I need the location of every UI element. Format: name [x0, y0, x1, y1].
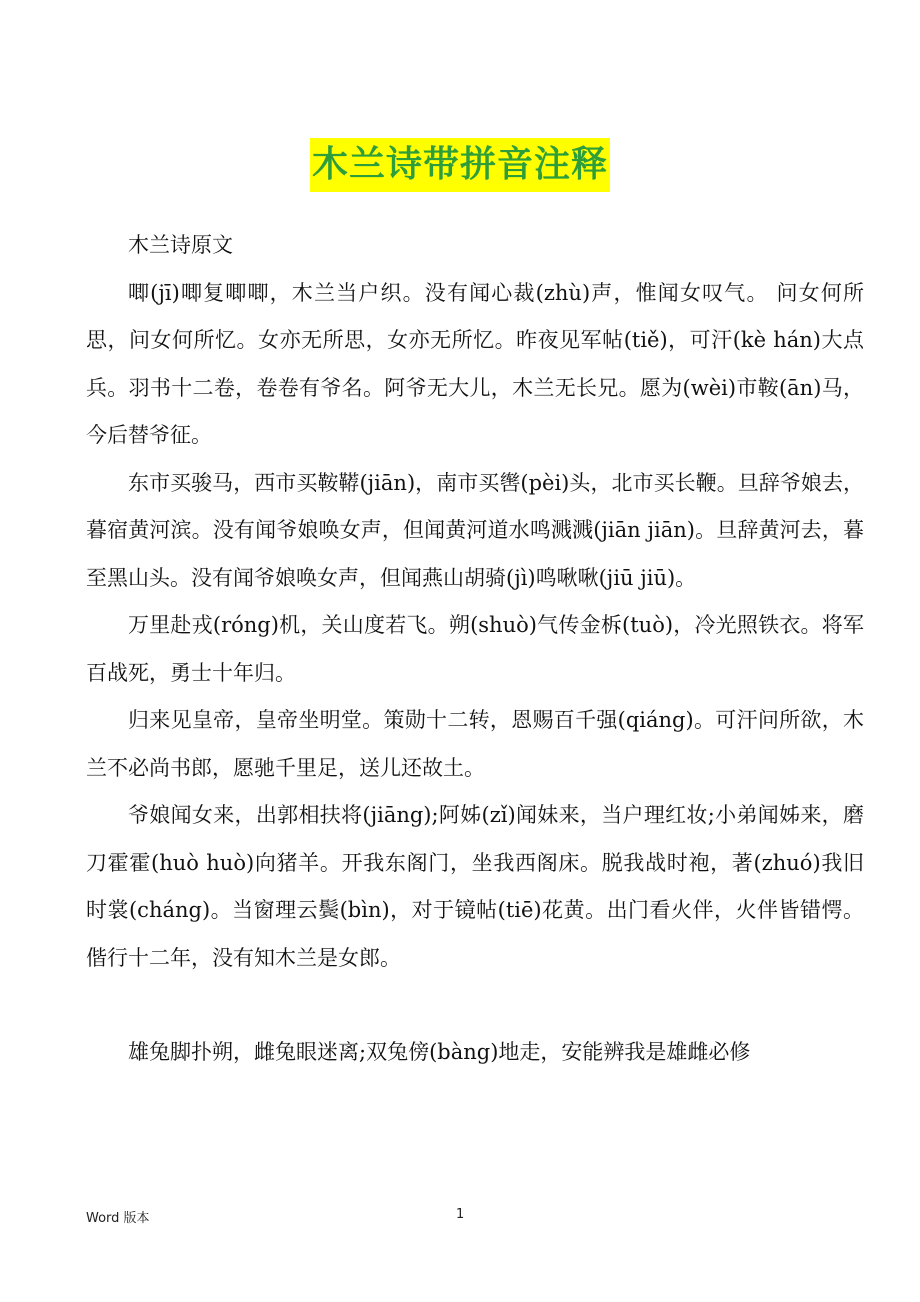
paragraph-3: 万里赴戎(róng)机，关山度若飞。朔(shuò)气传金柝(tuò)，冷光照铁衣。将军百战死，勇士十年归。 — [86, 613, 864, 685]
title-block — [0, 138, 920, 192]
paragraph-1: 唧(jī)唧复唧唧，木兰当户织。没有闻心裁(zhù)声，惟闻女叹气。 问女何所思，问女何所忆。女亦无所思，女亦无所忆。昨夜见军帖(tiě)，可汗(kè hán)大点兵。羽书十二卷，卷卷有爷名。阿爷无大儿，木兰无长兄。愿为(wèi)市鞍(ān)马，今后替爷征。 — [86, 280, 864, 447]
paragraph-5: 爷娘闻女来，出郭相扶将(jiāng);阿姊(zǐ)闻妹来，当户理红妆;小弟闻姊来，磨刀霍霍(huò huò)向猪羊。开我东阁门，坐我西阁床。脱我战时袍，著(zhuó)我旧时裳(cháng)。当窗理云鬓(bìn)，对于镜帖(tiē)花黄。出门看火伴，火伴皆错愕。偕行十二年，没有知木兰是女郎。 — [86, 803, 864, 970]
paragraph-6: 雄兔脚扑朔，雌兔眼迷离;双兔傍(bàng)地走，安能辨我是雄雌必修 — [128, 1040, 751, 1064]
footer-label: Word 版本 — [86, 1211, 150, 1226]
section-heading: 木兰诗原文 — [128, 233, 233, 257]
footer-page-number: 1 — [456, 1207, 465, 1222]
document-title: 木兰诗带拼音注释 — [310, 138, 610, 192]
paragraph-4: 归来见皇帝，皇帝坐明堂。策勋十二转，恩赐百千强(qiáng)。可汗问所欲，木兰不必尚书郎，愿驰千里足，送儿还故土。 — [86, 708, 864, 780]
document-body — [86, 222, 864, 1077]
paragraph-2: 东市买骏马，西市买鞍鞯(jiān)，南市买辔(pèi)头，北市买长鞭。旦辞爷娘去，暮宿黄河滨。没有闻爷娘唤女声，但闻黄河道水鸣溅溅(jiān jiān)。旦辞黄河去，暮至黑山头。没有闻爷娘唤女声，但闻燕山胡骑(jì)鸣啾啾(jiū jiū)。 — [86, 470, 864, 590]
